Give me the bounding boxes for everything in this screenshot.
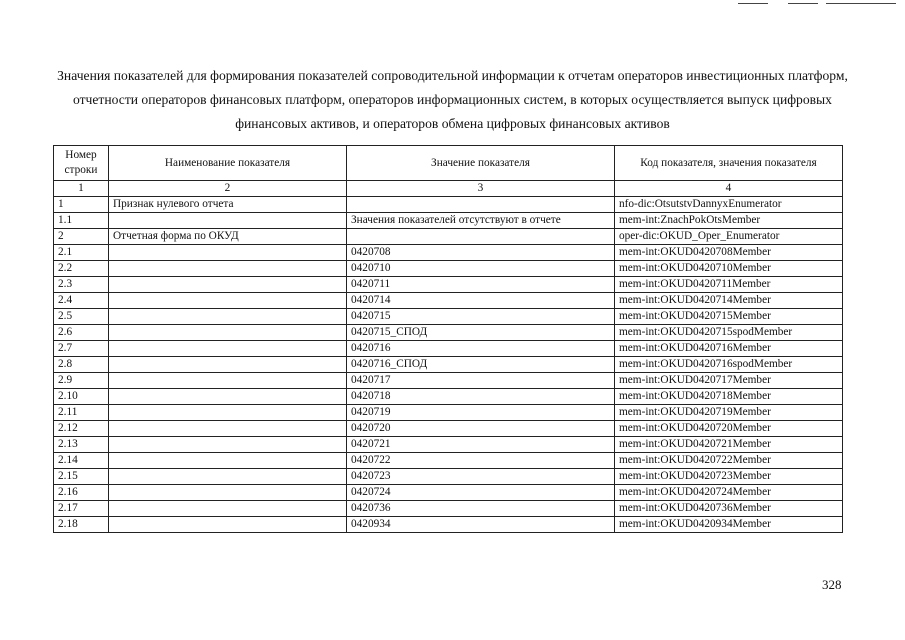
table-row [54,517,843,533]
indicator-value-cell: 0420715 [347,309,615,325]
row-number-cell: 2.10 [54,389,109,405]
row-number-cell: 2.16 [54,485,109,501]
header-indicator-name: Наименование показателя [109,146,347,181]
row-number-cell: 1.1 [54,213,109,229]
table-row [54,197,843,213]
table-row [54,277,843,293]
indicator-name-cell [109,485,347,501]
indicator-code-cell: oper-dic:OKUD_Oper_Enumerator [615,229,843,245]
indicator-value-cell: 0420721 [347,437,615,453]
row-number-cell: 2.8 [54,357,109,373]
indicator-code-cell: mem-int:OKUD0420721Member [615,437,843,453]
indicator-value-cell [347,229,615,245]
indicator-value-cell: Значения показателей отсутствуют в отчете [347,213,615,229]
row-number-cell: 1 [54,197,109,213]
table-row [54,469,843,485]
table-row [54,325,843,341]
table-row [54,245,843,261]
row-number-cell: 2.5 [54,309,109,325]
header-row [54,146,843,181]
top-rule-left [738,3,768,4]
indicator-code-cell: mem-int:OKUD0420715Member [615,309,843,325]
table-row [54,485,843,501]
table-row [54,453,843,469]
column-number: 2 [109,181,347,197]
indicator-name-cell [109,213,347,229]
indicator-name-cell [109,261,347,277]
column-number: 3 [347,181,615,197]
table-row [54,261,843,277]
indicator-name-cell [109,245,347,261]
indicator-value-cell: 0420714 [347,293,615,309]
indicator-code-cell: mem-int:OKUD0420711Member [615,277,843,293]
table-row [54,421,843,437]
indicator-name-cell [109,453,347,469]
row-number-cell: 2.3 [54,277,109,293]
indicator-code-cell: mem-int:OKUD0420708Member [615,245,843,261]
indicator-code-cell: mem-int:OKUD0420718Member [615,389,843,405]
table-row [54,341,843,357]
row-number-cell: 2 [54,229,109,245]
indicator-code-cell: mem-int:OKUD0420717Member [615,373,843,389]
table-row [54,357,843,373]
indicator-value-cell: 0420724 [347,485,615,501]
indicator-code-cell: mem-int:OKUD0420719Member [615,405,843,421]
indicator-value-cell: 0420716_СПОД [347,357,615,373]
indicator-code-cell: mem-int:OKUD0420716spodMember [615,357,843,373]
top-rule-right [826,3,896,4]
indicator-value-cell: 0420719 [347,405,615,421]
row-number-cell: 2.9 [54,373,109,389]
indicator-name-cell [109,389,347,405]
row-number-cell: 2.4 [54,293,109,309]
table-row [54,293,843,309]
indicator-value-cell: 0420710 [347,261,615,277]
table-row [54,389,843,405]
indicator-name-cell [109,437,347,453]
row-number-cell: 2.13 [54,437,109,453]
indicator-name-cell [109,293,347,309]
row-number-cell: 2.18 [54,517,109,533]
indicator-value-cell: 0420716 [347,341,615,357]
table-row [54,405,843,421]
indicator-code-cell: mem-int:OKUD0420715spodMember [615,325,843,341]
row-number-cell: 2.6 [54,325,109,341]
indicator-name-cell: Отчетная форма по ОКУД [109,229,347,245]
column-number: 1 [54,181,109,197]
top-rule-mid [788,3,818,4]
indicator-name-cell [109,277,347,293]
column-number: 4 [615,181,843,197]
indicator-name-cell [109,501,347,517]
indicator-code-cell: mem-int:OKUD0420934Member [615,517,843,533]
indicator-name-cell [109,421,347,437]
indicator-code-cell: mem-int:ZnachPokOtsMember [615,213,843,229]
indicator-value-cell [347,197,615,213]
indicator-name-cell [109,309,347,325]
indicator-name-cell [109,469,347,485]
row-number-cell: 2.14 [54,453,109,469]
indicator-code-cell: mem-int:OKUD0420724Member [615,485,843,501]
indicator-name-cell [109,405,347,421]
row-number-cell: 2.7 [54,341,109,357]
row-number-cell: 2.15 [54,469,109,485]
row-number-cell: 2.11 [54,405,109,421]
indicator-table [53,145,843,533]
indicator-code-cell: nfo-dic:OtsutstvDannyxEnumerator [615,197,843,213]
table-row [54,437,843,453]
indicator-value-cell: 0420723 [347,469,615,485]
indicator-name-cell [109,517,347,533]
indicator-name-cell: Признак нулевого отчета [109,197,347,213]
table-row [54,373,843,389]
indicator-value-cell: 0420720 [347,421,615,437]
header-indicator-value: Значение показателя [347,146,615,181]
row-number-cell: 2.12 [54,421,109,437]
indicator-value-cell: 0420722 [347,453,615,469]
indicator-value-cell: 0420718 [347,389,615,405]
table-row [54,213,843,229]
row-number-cell: 2.17 [54,501,109,517]
row-number-cell: 2.2 [54,261,109,277]
row-number-cell: 2.1 [54,245,109,261]
header-indicator-code: Код показателя, значения показателя [615,146,843,181]
indicator-code-cell: mem-int:OKUD0420736Member [615,501,843,517]
indicator-value-cell: 0420708 [347,245,615,261]
indicator-value-cell: 0420717 [347,373,615,389]
indicator-name-cell [109,341,347,357]
indicator-value-cell: 0420715_СПОД [347,325,615,341]
table-row [54,229,843,245]
indicator-value-cell: 0420934 [347,517,615,533]
indicator-code-cell: mem-int:OKUD0420722Member [615,453,843,469]
column-number-row [54,181,843,197]
indicator-code-cell: mem-int:OKUD0420723Member [615,469,843,485]
header-row-number: Номер строки [54,146,109,181]
indicator-code-cell: mem-int:OKUD0420710Member [615,261,843,277]
indicator-code-cell: mem-int:OKUD0420720Member [615,421,843,437]
indicator-name-cell [109,373,347,389]
table-row [54,309,843,325]
indicator-name-cell [109,325,347,341]
indicator-name-cell [109,357,347,373]
indicator-code-cell: mem-int:OKUD0420714Member [615,293,843,309]
indicator-value-cell: 0420736 [347,501,615,517]
indicator-code-cell: mem-int:OKUD0420716Member [615,341,843,357]
page-title: Значения показателей для формирования показателей сопроводительной информации к отчетам операторов инвестиционных платформ, отчетности операторов финансовых платформ, операторов информационных систем, в которых осуществляется выпуск цифровых финансовых активов, и операторов обмена цифровых финансовых активов [57,68,848,131]
table-row [54,501,843,517]
page-number: 328 [822,577,842,592]
indicator-value-cell: 0420711 [347,277,615,293]
